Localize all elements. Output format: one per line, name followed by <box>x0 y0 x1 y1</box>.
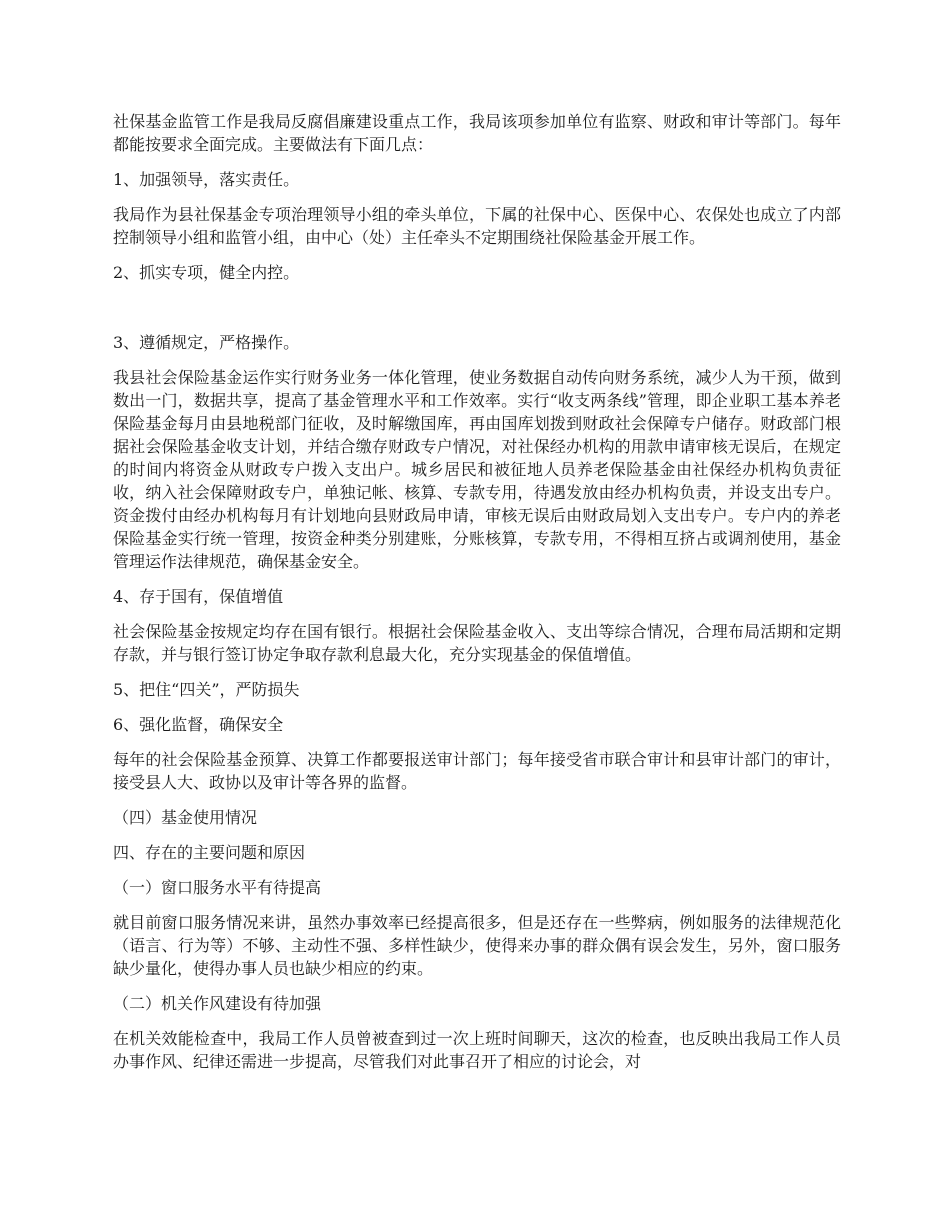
section-heading-2: 2、抓实专项，健全内控。 <box>113 263 300 282</box>
subsection-heading-work-style: （二）机关作风建设有待加强 <box>113 994 322 1013</box>
section-heading-1: 1、加强领导，落实责任。 <box>113 170 300 189</box>
subsection-heading-window-service: （一）窗口服务水平有待提高 <box>113 878 322 897</box>
paragraph-window-service: 就目前窗口服务情况来讲，虽然办事效率已经提高很多，但是还存在一些弊病，例如服务的法律规范化（语言、行为等）不够、主动性不强、多样性缺少，使得来办事的群众偶有误会发生，另外，窗口服务缺少量化，使得办事人员也缺少相应的约束。 <box>113 913 841 978</box>
paragraph-operations: 我县社会保险基金运作实行财务业务一体化管理，使业务数据自动传向财务系统，减少人为干预，做到数出一门，数据共享，提高了基金管理水平和工作效率。实行“收支两条线”管理，即企业职工基本养老保险基金每月由县地税部门征收，及时解缴国库，再由国库划拨到财政社会保障专户储存。财政部门根据社会保险基金收支计划，并结合缴存财政专户情况，对社保经办机构的用款申请审核无误后，在规定的时间内将资金从财政专户拨入支出户。城乡居民和被征地人员养老保险基金由社保经办机构负责征收，纳入社会保障财政专户，单独记帐、核算、专款专用，待遇发放由经办机构负责，并设支出专户。资金拨付由经办机构每月有计划地向县财政局申请，审核无误后由财政局划入支出专户。专户内的养老保险基金实行统一管理，按资金种类分别建账，分账核算，专款专用，不得相互挤占或调剂使用，基金管理运作法律规范，确保基金安全。 <box>113 368 841 571</box>
paragraph-leadership: 我局作为县社保基金专项治理领导小组的牵头单位，下属的社保中心、医保中心、农保处也成立了内部控制领导小组和监管小组，由中心（处）主任牵头不定期围绕社保险基金开展工作。 <box>113 205 841 247</box>
paragraph-deposits: 社会保险基金按规定均存在国有银行。根据社会保险基金收入、支出等综合情况，合理布局活期和定期存款，并与银行签订协定争取存款利息最大化，充分实现基金的保值增值。 <box>113 622 841 664</box>
document-body <box>113 110 841 1085</box>
section-heading-problems: 四、存在的主要问题和原因 <box>113 843 306 862</box>
intro-paragraph: 社保基金监管工作是我局反腐倡廉建设重点工作，我局该项参加单位有监察、财政和审计等部门。每年都能按要求全面完成。主要做法有下面几点： <box>113 112 841 154</box>
section-heading-3: 3、遵循规定，严格操作。 <box>113 333 300 352</box>
blank-gap <box>113 296 841 331</box>
section-heading-6: 6、强化监督，确保安全 <box>113 715 284 734</box>
paragraph-work-style: 在机关效能检查中，我局工作人员曾被查到过一次上班时间聊天，这次的检查，也反映出我局工作人员办事作风、纪律还需进一步提高，尽管我们对此事召开了相应的讨论会，对 <box>113 1029 841 1071</box>
paragraph-supervision: 每年的社会保险基金预算、决算工作都要报送审计部门；每年接受省市联合审计和县审计部门的审计，接受县人大、政协以及审计等各界的监督。 <box>113 750 841 792</box>
section-heading-5: 5、把住“四关”，严防损失 <box>113 680 300 699</box>
subsection-heading-fund-use: （四）基金使用情况 <box>113 808 258 827</box>
section-heading-4: 4、存于国有，保值增值 <box>113 587 284 606</box>
